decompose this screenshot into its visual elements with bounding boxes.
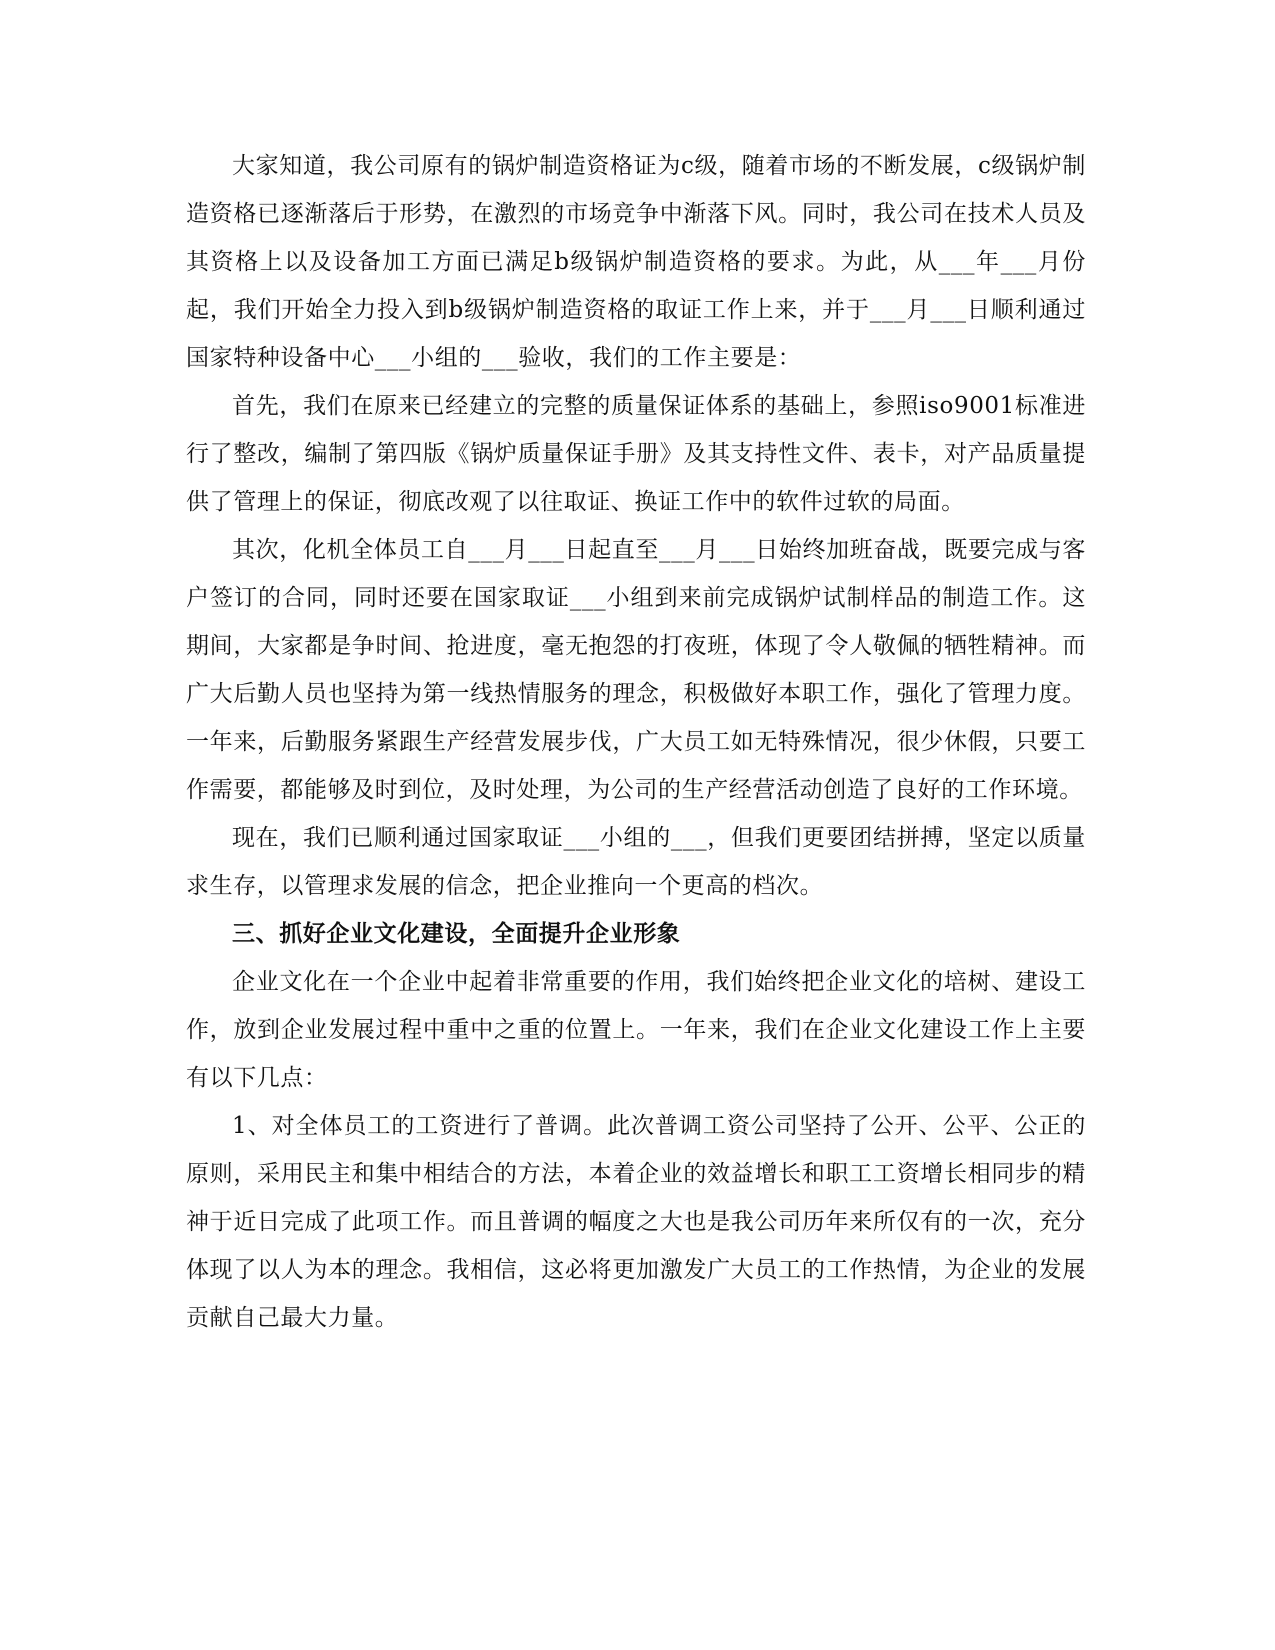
paragraph-quality-system: 首先，我们在原来已经建立的完整的质量保证体系的基础上，参照iso9001标准进行了整改，编制了第四版《锅炉质量保证手册》及其支持性文件、表卡，对产品质量提供了管理上的保证，彻底改观了以往取证、换证工作中的软件过软的局面。 xyxy=(186,393,1086,515)
paragraph-salary-adjustment: 1、对全体员工的工资进行了普调。此次普调工资公司坚持了公开、公平、公正的原则，采用民主和集中相结合的方法，本着企业的效益增长和职工工资增长相同步的精神于近日完成了此项工作。而且普调的幅度之大也是我公司历年来所仅有的一次，充分体现了以人为本的理念。我相信，这必将更加激发广大员工的工作热情，为企业的发展贡献自己最大力量。 xyxy=(186,1113,1086,1331)
paragraph-boiler-certificate: 大家知道，我公司原有的锅炉制造资格证为c级，随着市场的不断发展，c级锅炉制造资格已逐渐落后于形势，在激烈的市场竞争中渐落下风。同时，我公司在技术人员及其资格上以及设备加工方面已满足b级锅炉制造资格的要求。为此，从___年___月份起，我们开始全力投入到b级锅炉制造资格的取证工作上来，并于___月___日顺利通过国家特种设备中心___小组的___验收，我们的工作主要是： xyxy=(186,153,1086,371)
paragraph-overtime-work: 其次，化机全体员工自___月___日起直至___月___日始终加班奋战，既要完成与客户签订的合同，同时还要在国家取证___小组到来前完成锅炉试制样品的制造工作。这期间，大家都是争时间、抢进度，毫无抱怨的打夜班，体现了令人敬佩的牺牲精神。而广大后勤人员也坚持为第一线热情服务的理念，积极做好本职工作，强化了管理力度。一年来，后勤服务紧跟生产经营发展步伐，广大员工如无特殊情况，很少休假，只要工作需要，都能够及时到位，及时处理，为公司的生产经营活动创造了良好的工作环境。 xyxy=(186,537,1086,803)
paragraph-certification-passed: 现在，我们已顺利通过国家取证___小组的___，但我们更要团结拼搏，坚定以质量求生存，以管理求发展的信念，把企业推向一个更高的档次。 xyxy=(186,825,1086,899)
document-body xyxy=(186,142,1086,1342)
section-heading-corporate-culture: 三、抓好企业文化建设，全面提升企业形象 xyxy=(232,921,681,947)
paragraph-culture-intro: 企业文化在一个企业中起着非常重要的作用，我们始终把企业文化的培树、建设工作，放到企业发展过程中重中之重的位置上。一年来，我们在企业文化建设工作上主要有以下几点： xyxy=(186,969,1086,1091)
